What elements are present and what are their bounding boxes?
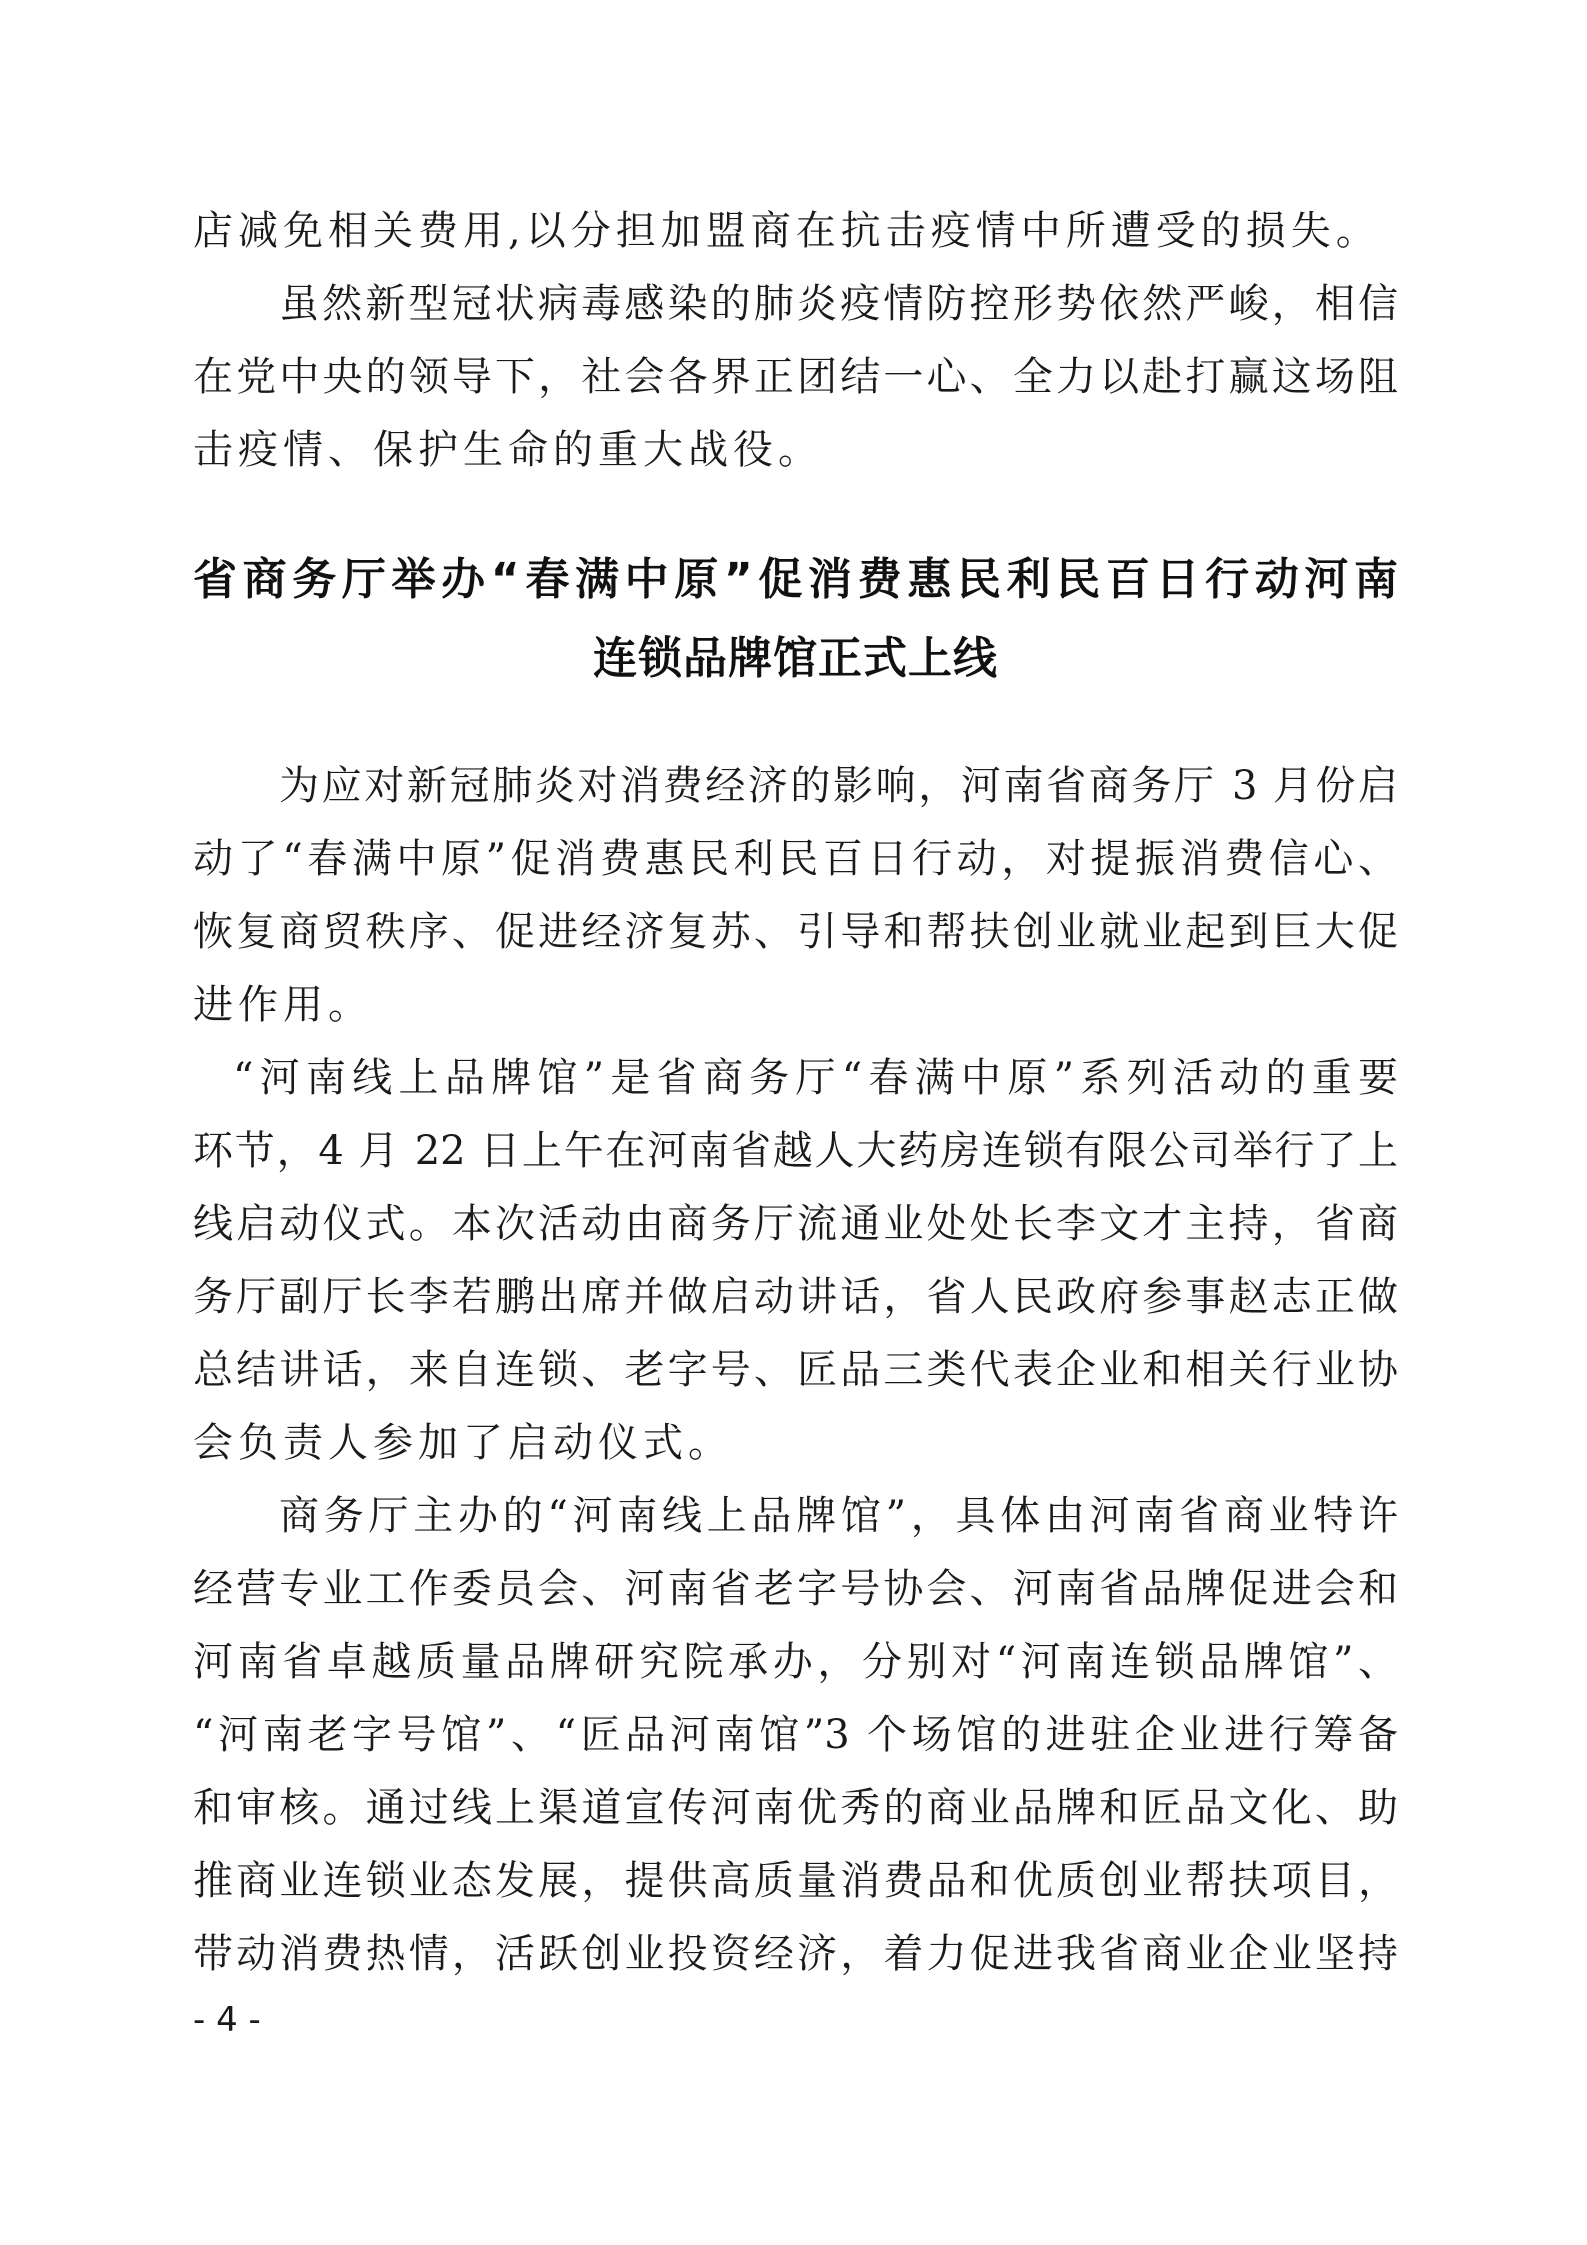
paragraph-line: 会负责人参加了启动仪式。 (193, 1420, 733, 1466)
article-paragraph-3 (193, 1480, 1398, 1991)
paragraph-line: 和审核。通过线上渠道宣传河南优秀的商业品牌和匠品文化、助 (193, 1785, 1398, 1831)
document-page (193, 195, 1398, 1991)
paragraph-line: 为应对新冠肺炎对消费经济的影响，河南省商务厅 3 月份启 (279, 763, 1398, 809)
article-title-line: 省商务厅举办“春满中原”促消费惠民利民百日行动河南 (193, 554, 1398, 605)
paragraph-closing (193, 268, 1398, 487)
paragraph-line: “河南线上品牌馆”是省商务厅“春满中原”系列活动的重要 (233, 1055, 1398, 1101)
paragraph-line: 击疫情、保护生命的重大战役。 (193, 427, 823, 473)
article-title (193, 540, 1398, 698)
paragraph-line: 在党中央的领导下，社会各界正团结一心、全力以赴打赢这场阻 (193, 354, 1398, 400)
paragraph-line: “河南老字号馆”、“匠品河南馆”3 个场馆的进驻企业进行筹备 (193, 1712, 1398, 1758)
paragraph-line: 店减免相关费用,以分担加盟商在抗击疫情中所遭受的损失。 (193, 208, 1381, 254)
paragraph-line: 经营专业工作委员会、河南省老字号协会、河南省品牌促进会和 (193, 1566, 1398, 1612)
paragraph-line: 务厅副厅长李若鹏出席并做启动讲话，省人民政府参事赵志正做 (193, 1274, 1398, 1320)
paragraph-line: 商务厅主办的“河南线上品牌馆”，具体由河南省商业特许 (279, 1493, 1398, 1539)
article-paragraph-1 (193, 750, 1398, 1042)
paragraph-line: 虽然新型冠状病毒感染的肺炎疫情防控形势依然严峻，相信 (279, 281, 1398, 327)
article-title-line: 连锁品牌馆正式上线 (593, 633, 998, 684)
page-number: - 4 - (193, 2000, 261, 2040)
paragraph-line: 带动消费热情，活跃创业投资经济，着力促进我省商业企业坚持 (193, 1931, 1398, 1977)
paragraph-line: 进作用。 (193, 982, 373, 1028)
paragraph-line: 总结讲话，来自连锁、老字号、匠品三类代表企业和相关行业协 (193, 1347, 1398, 1393)
paragraph-line: 推商业连锁业态发展，提供高质量消费品和优质创业帮扶项目， (193, 1858, 1398, 1904)
paragraph-line: 河南省卓越质量品牌研究院承办，分别对“河南连锁品牌馆”、 (193, 1639, 1398, 1685)
paragraph-line: 恢复商贸秩序、促进经济复苏、引导和帮扶创业就业起到巨大促 (193, 909, 1398, 955)
paragraph-line: 线启动仪式。本次活动由商务厅流通业处处长李文才主持，省商 (193, 1201, 1398, 1247)
paragraph-line: 环节，4 月 22 日上午在河南省越人大药房连锁有限公司举行了上 (193, 1128, 1398, 1174)
article-paragraph-2 (193, 1042, 1398, 1480)
paragraph-carryover (193, 195, 1398, 268)
paragraph-line: 动了“春满中原”促消费惠民利民百日行动，对提振消费信心、 (193, 836, 1398, 882)
